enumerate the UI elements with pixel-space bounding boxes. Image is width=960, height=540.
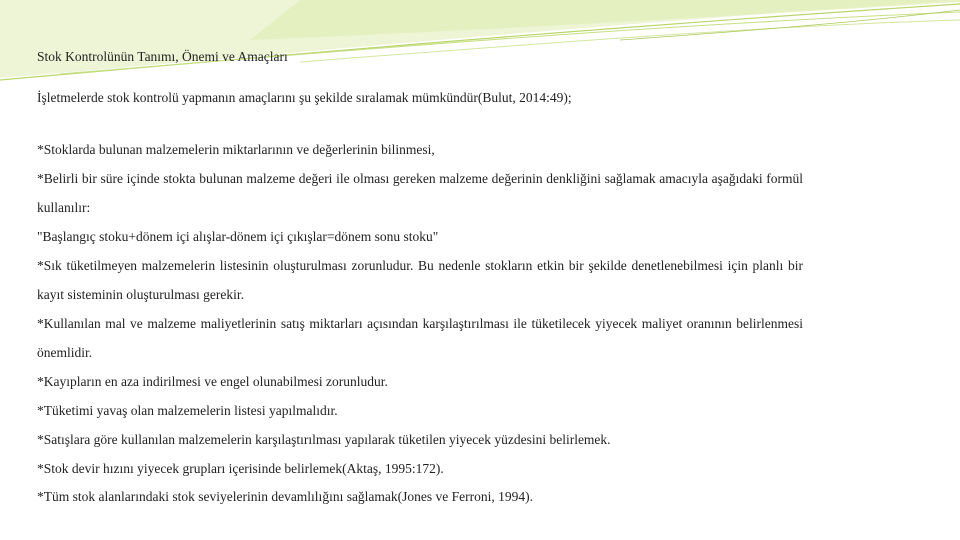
objectives-list xyxy=(37,135,803,511)
list-item: *Stok devir hızını yiyecek grupları içerisinde belirlemek(Aktaş, 1995:172). xyxy=(37,461,444,476)
header-wave-decoration xyxy=(0,0,960,90)
list-item: *Satışlara göre kullanılan malzemelerin karşılaştırılması yapılarak tüketilen yiyecek yüzdesini belirlemek. xyxy=(37,432,611,447)
formula-item: "Başlangıç stoku+dönem içi alışlar-dönem içi çıkışlar=dönem sonu stoku" xyxy=(37,229,439,244)
list-item: *Stoklarda bulunan malzemelerin miktarlarının ve değerlerinin bilinmesi, xyxy=(37,142,435,157)
slide-title: Stok Kontrolünün Tanımı, Önemi ve Amaçları xyxy=(37,49,288,64)
list-item: *Belirli bir süre içinde stokta bulunan malzeme değeri ile olması gereken malzeme değerinin denkliğini sağlamak amacıyla aşağıdaki formül kullanılır: xyxy=(37,171,803,215)
wave-fill-mid xyxy=(250,0,960,40)
list-item: *Kayıpların en aza indirilmesi ve engel olunabilmesi zorunludur. xyxy=(37,374,388,389)
intro-text: İşletmelerde stok kontrolü yapmanın amaçlarını şu şekilde sıralamak mümkündür(Bulut, 2014:49); xyxy=(37,90,572,105)
list-item: *Tüm stok alanlarındaki stok seviyelerinin devamlılığını sağlamak(Jones ve Ferroni, 1994). xyxy=(37,489,534,504)
list-item: *Sık tüketilmeyen malzemelerin listesinin oluşturulması zorunludur. Bu nedenle stokların etkin bir şekilde denetlenebilmesi için planlı bir kayıt sisteminin oluşturulması gerekir. xyxy=(37,258,803,302)
list-item: *Kullanılan mal ve malzeme maliyetlerinin satış miktarları açısından karşılaştırılması ile tüketilecek yiyecek maliyet oranının belirlenmesi önemlidir. xyxy=(37,316,803,360)
list-item: *Tüketimi yavaş olan malzemelerin listesi yapılmalıdır. xyxy=(37,403,338,418)
